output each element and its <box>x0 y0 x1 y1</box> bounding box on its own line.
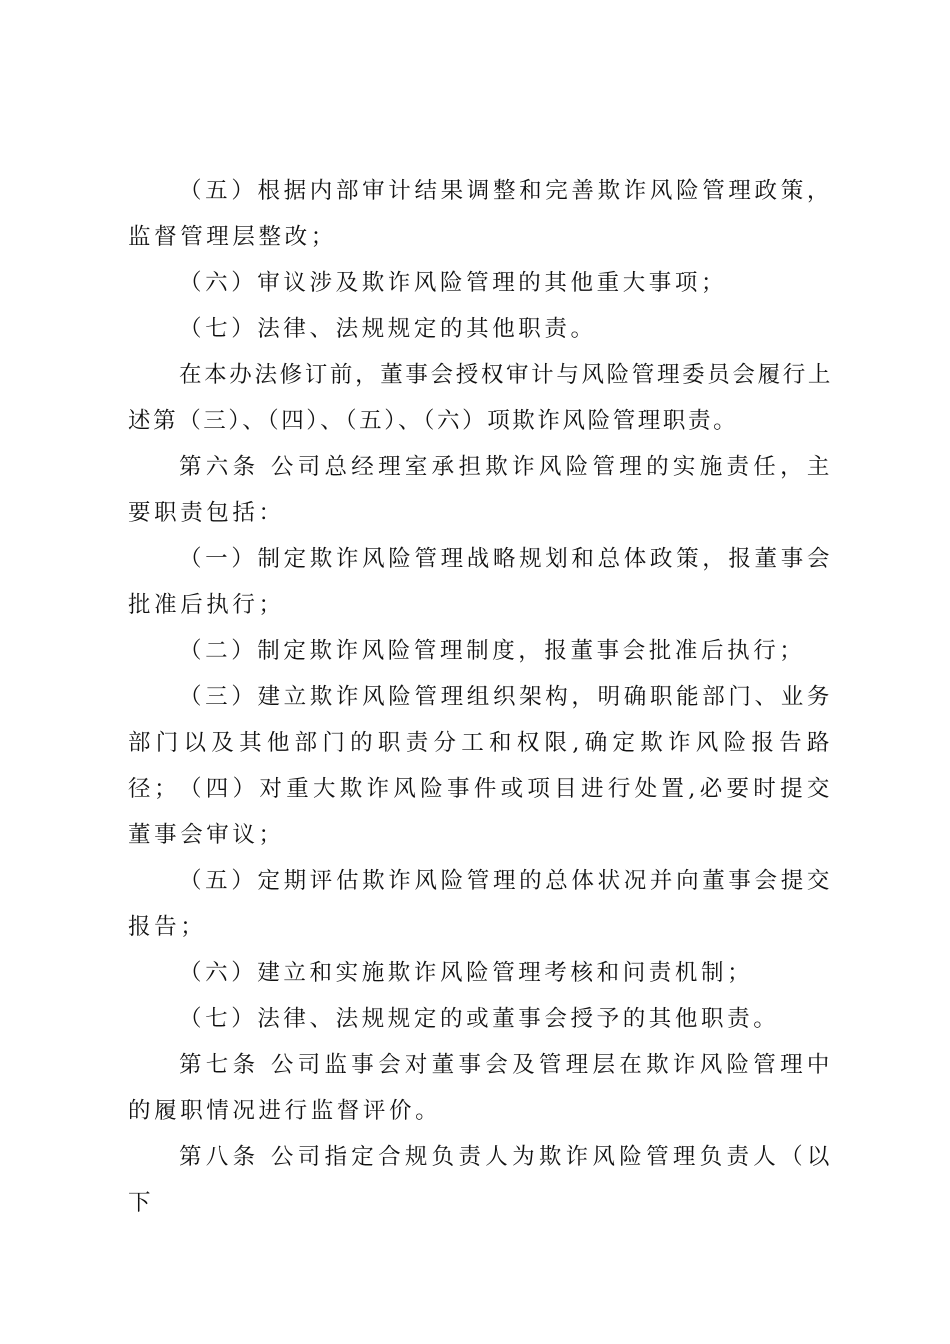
paragraph-2-policy: （二）制定欺诈风险管理制度，报董事会批准后执行； <box>179 638 806 664</box>
paragraph-4-major-events: （四）对重大欺诈风险事件或项目进行处置,必要时提交董事会审议； <box>128 776 833 848</box>
paragraph-7-management-other: （七）法律、法规规定的或董事会授予的其他职责。 <box>179 1006 780 1032</box>
paragraph-5-board-audit: （五）根据内部审计结果调整和完善欺诈风险管理政策，监督管理层整改； <box>128 178 833 250</box>
paragraph-6-accountability: （六）建立和实施欺诈风险管理考核和问责机制； <box>179 960 754 986</box>
paragraph-authorization: 在本办法修订前，董事会授权审计与风险管理委员会履行上述第（三）、（四）、（五）、（六）项欺诈风险管理职责。 <box>128 362 833 434</box>
paragraph-1-strategy: （一）制定欺诈风险管理战略规划和总体政策，报董事会批准后执行； <box>128 546 833 618</box>
paragraph-7-board-other: （七）法律、法规规定的其他职责。 <box>179 316 597 342</box>
article-6-heading: 第六条 公司总经理室承担欺诈风险管理的实施责任，主要职责包括： <box>128 454 833 526</box>
paragraph-3-organization: （三）建立欺诈风险管理组织架构，明确职能部门、业务部门以及其他部门的职责分工和权限,确定欺诈风险报告路径； <box>128 684 833 802</box>
paragraph-5-assessment: （五）定期评估欺诈风险管理的总体状况并向董事会提交报告； <box>128 868 833 940</box>
paragraph-6-board-review: （六）审议涉及欺诈风险管理的其他重大事项； <box>179 270 728 296</box>
article-7: 第七条 公司监事会对董事会及管理层在欺诈风险管理中的履职情况进行监督评价。 <box>128 1052 833 1124</box>
article-8: 第八条 公司指定合规负责人为欺诈风险管理负责人（以下 <box>128 1144 833 1216</box>
